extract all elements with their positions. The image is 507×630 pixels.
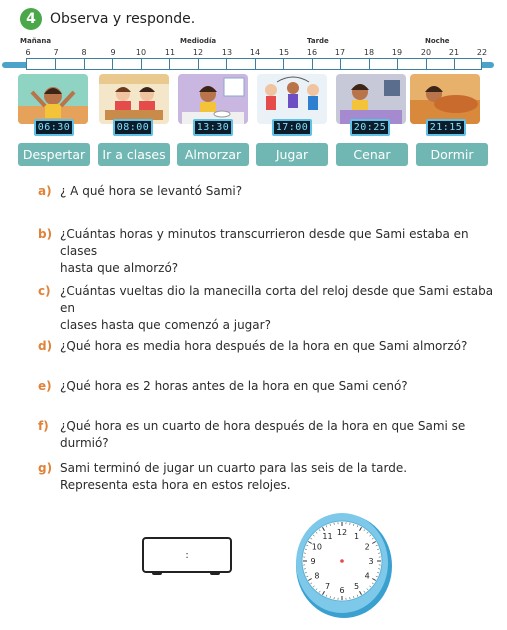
tick-label: 22 xyxy=(476,48,488,57)
question-text: ¿ A qué hora se levantó Sami? xyxy=(60,184,243,198)
clock-number: 11 xyxy=(322,531,333,541)
wake-up-illustration xyxy=(18,74,88,124)
question-letter: c) xyxy=(38,284,51,298)
tick-label: 14 xyxy=(249,48,261,57)
clock-number: 7 xyxy=(324,582,331,592)
school-illustration xyxy=(99,74,169,124)
exercise-number: 4 xyxy=(20,8,42,30)
question-letter: e) xyxy=(38,379,52,393)
activity-label: Almorzar xyxy=(177,143,249,166)
lunch-illustration xyxy=(178,74,248,124)
clock-foot xyxy=(210,571,220,575)
question-text: hasta que almorzó? xyxy=(60,261,179,275)
tick-label: 10 xyxy=(135,48,147,57)
tick-label: 15 xyxy=(278,48,290,57)
question-letter: d) xyxy=(38,339,53,353)
clock-number: 1 xyxy=(353,531,360,541)
question-text: ¿Cuántas vueltas dio la manecilla corta del reloj desde que Sami estaba en xyxy=(60,284,494,315)
activity-label: Cenar xyxy=(336,143,408,166)
clock-number: 6 xyxy=(339,586,345,595)
activity-label: Jugar xyxy=(256,143,328,166)
question-letter: g) xyxy=(38,461,53,475)
period-label: Tarde xyxy=(307,37,329,45)
tick-label: 9 xyxy=(110,48,116,57)
dinner-illustration xyxy=(336,74,406,124)
sleep-illustration xyxy=(410,74,480,124)
time-display: 21:15 xyxy=(426,119,466,136)
time-display: 13:30 xyxy=(193,119,233,136)
question-f xyxy=(38,418,507,452)
time-display: 20:25 xyxy=(350,119,390,136)
tick-label: 8 xyxy=(81,48,87,57)
tick-label: 19 xyxy=(391,48,403,57)
clock-number: 4 xyxy=(364,571,370,581)
digital-clock-answer[interactable] xyxy=(142,537,232,573)
clock-number: 3 xyxy=(368,557,374,566)
tick-label: 11 xyxy=(164,48,176,57)
clock-separator: : xyxy=(185,549,189,561)
tick-label: 20 xyxy=(420,48,432,57)
clock-number: 8 xyxy=(314,571,320,581)
clock-number: 9 xyxy=(310,557,316,566)
clock-number: 2 xyxy=(364,542,370,552)
period-label: Noche xyxy=(425,37,450,45)
analog-clock-answer[interactable] xyxy=(292,506,392,621)
tick-label: 6 xyxy=(25,48,31,57)
tick-label: 21 xyxy=(448,48,460,57)
tick-label: 12 xyxy=(192,48,204,57)
activity-label: Despertar xyxy=(18,143,90,166)
time-display: 06:30 xyxy=(34,119,74,136)
question-b xyxy=(38,226,507,277)
play-illustration xyxy=(257,74,327,124)
tick-label: 16 xyxy=(306,48,318,57)
question-text: Sami terminó de jugar un cuarto para las seis de la tarde. xyxy=(60,461,408,475)
period-label: Mañana xyxy=(20,37,52,45)
question-a xyxy=(38,183,242,200)
question-letter: a) xyxy=(38,184,52,198)
question-letter: b) xyxy=(38,227,53,241)
tick-label: 13 xyxy=(221,48,233,57)
tick-label: 17 xyxy=(334,48,346,57)
activity-label: Ir a clases xyxy=(98,143,170,166)
question-g xyxy=(38,460,407,494)
question-text: ¿Cuántas horas y minutos transcurrieron desde que Sami estaba en clases xyxy=(60,227,469,258)
question-e xyxy=(38,378,408,395)
question-text: ¿Qué hora es un cuarto de hora después de la hora en que Sami se durmió? xyxy=(60,419,466,450)
activity-label: Dormir xyxy=(416,143,488,166)
time-display: 08:00 xyxy=(113,119,153,136)
tick-label: 18 xyxy=(363,48,375,57)
exercise-title: Observa y responde. xyxy=(50,11,196,27)
time-display: 17:00 xyxy=(272,119,312,136)
question-text: clases hasta que comenzó a jugar? xyxy=(60,318,271,332)
question-letter: f) xyxy=(38,419,49,433)
question-text: ¿Qué hora es 2 horas antes de la hora en que Sami cenó? xyxy=(60,379,408,393)
clock-number: 10 xyxy=(311,542,322,552)
question-d xyxy=(38,338,467,355)
question-text: Representa esta hora en estos relojes. xyxy=(60,478,291,492)
question-c xyxy=(38,283,507,334)
tick-label: 7 xyxy=(53,48,59,57)
timeline-scale xyxy=(26,58,482,70)
question-text: ¿Qué hora es media hora después de la hora en que Sami almorzó? xyxy=(60,339,468,353)
clock-center-dot xyxy=(340,559,344,563)
clock-number: 5 xyxy=(353,582,360,592)
period-label: Mediodía xyxy=(180,37,217,45)
clock-foot xyxy=(152,571,162,575)
clock-number: 12 xyxy=(336,528,348,537)
exercise-header xyxy=(20,8,195,30)
